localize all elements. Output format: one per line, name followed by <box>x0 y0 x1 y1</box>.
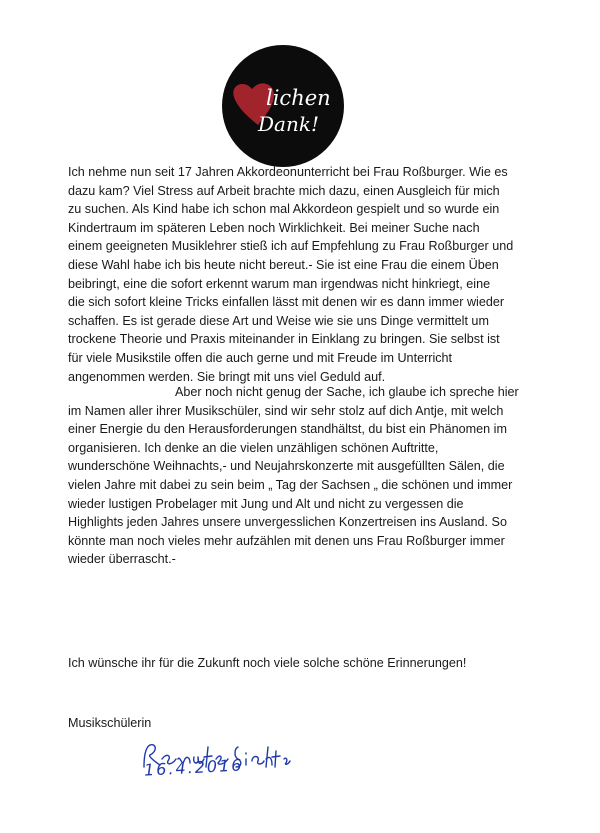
text-line: für viele Musikstile offen die auch gerne und mit Freude im Unterricht <box>68 350 453 365</box>
text-line: diese Wahl habe ich bis heute nicht bereut.- Sie ist eine Frau die einem Üben <box>68 257 499 272</box>
text-line: wieder überrascht.- <box>68 552 176 567</box>
text-line: wunderschöne Weihnachts,- und Neujahrskonzerte mit ausgefüllten Sälen, die <box>68 459 505 474</box>
text-line: wieder lustigen Probelager mit Jung und Alt und nicht zu vergessen die <box>68 496 464 511</box>
paragraph-2 <box>68 383 550 569</box>
closing-line: Ich wünsche ihr für die Zukunft noch viele solche schöne Erinnerungen! <box>68 656 467 670</box>
text-line: organisieren. Ich denke an die vielen unzähligen schönen Auftritte, <box>68 440 439 455</box>
text-line: einem geeigneten Musiklehrer stieß ich auf Empfehlung zu Frau Roßburger und <box>68 239 514 254</box>
text-line: zu suchen. Als Kind habe ich schon mal Akkordeon gespielt und so wurde ein <box>68 202 500 217</box>
heart-icon <box>222 45 344 167</box>
thank-you-logo <box>222 45 344 167</box>
text-line: Highlights jeden Jahres unsere unvergesslichen Konzertreisen ins Ausland. So <box>68 515 507 530</box>
text-line: einer Energie du den Herausforderungen standhältst, du bist ein Phänomen im <box>68 422 507 437</box>
text-line: Aber noch nicht genug der Sache, ich glaube ich spreche hier <box>175 385 519 399</box>
text-line: trockene Theorie und Praxis miteinander in Einklang zu bringen. Sie selbst ist <box>68 332 500 347</box>
text-line: angenommen werden. Sie bringt mit uns viel Geduld auf. <box>68 369 386 384</box>
signature-date: 16.4.2016 <box>143 755 244 780</box>
text-line: dazu kam? Viel Stress auf Arbeit brachte mich dazu, einen Ausgleich für mich <box>68 183 500 198</box>
logo-word-1: lichen <box>266 86 331 110</box>
signer-role: Musikschülerin <box>68 716 152 730</box>
text-line: Kindertraum im späteren Leben noch Wirklichkeit. Bei meiner Suche nach <box>68 220 480 235</box>
text-line: schaffen. Es ist gerade diese Art und Weise wie sie uns Dinge vermittelt um <box>68 313 489 328</box>
text-line: könnte man noch vieles mehr aufzählen mit denen uns Frau Roßburger immer <box>68 533 505 548</box>
text-line: Ich nehme nun seit 17 Jahren Akkordeonunterricht bei Frau Roßburger. Wie es <box>68 165 508 179</box>
paragraph-1 <box>68 163 550 386</box>
text-line: die sich sofort kleine Tricks einfallen lässt mit denen wir es dann immer wieder <box>68 295 505 310</box>
logo-word-2: Dank! <box>258 112 319 136</box>
text-line: beibringt, eine die sofort erkennt warum man irgendwas nicht hinkriegt, eine <box>68 276 491 291</box>
text-line: vielen Jahre mit dabei zu sein beim „ Tag der Sachsen „ die schönen und immer <box>68 477 513 492</box>
text-line: im Namen aller ihrer Musikschüler, sind wir sehr stolz auf dich Antje, mit welch <box>68 403 504 418</box>
